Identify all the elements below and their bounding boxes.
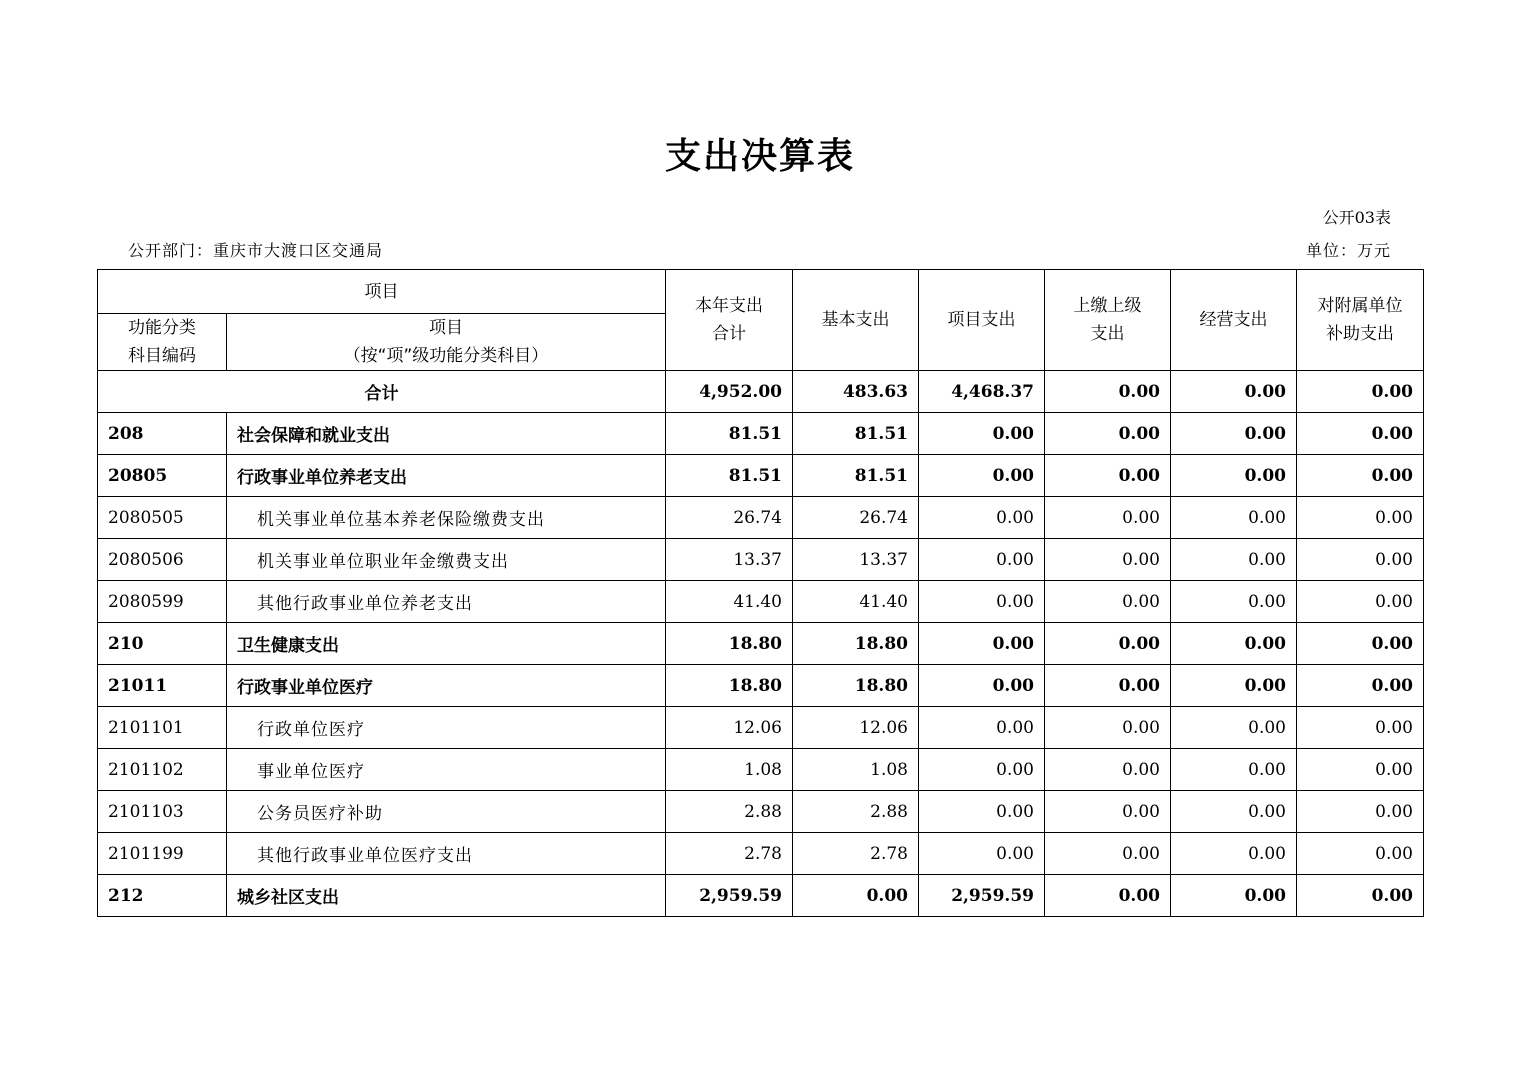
row-value-subsidiary: 0.00 [1297,497,1424,539]
table-row [98,707,1424,749]
row-name: 行政事业单位医疗 [227,665,666,707]
header-item-name-line1: 项目 [429,318,463,338]
total-value-project: 4,468.37 [919,371,1045,413]
table-row [98,455,1424,497]
total-value-upper: 0.00 [1045,371,1171,413]
row-value-subsidiary: 0.00 [1297,791,1424,833]
header-project-group: 项目 [98,270,666,314]
row-code: 2080505 [98,497,227,539]
row-value-project: 0.00 [919,539,1045,581]
row-name: 事业单位医疗 [227,749,666,791]
row-value-basic: 81.51 [793,413,919,455]
header-business: 经营支出 [1171,270,1297,371]
header-total [666,270,793,371]
row-value-basic: 2.88 [793,791,919,833]
row-code: 2101199 [98,833,227,875]
row-code: 2101101 [98,707,227,749]
row-value-total: 81.51 [666,413,793,455]
row-value-project: 2,959.59 [919,875,1045,917]
row-value-total: 41.40 [666,581,793,623]
page-title: 支出决算表 [664,136,855,177]
row-value-basic: 18.80 [793,623,919,665]
row-value-total: 26.74 [666,497,793,539]
row-value-total: 2.88 [666,791,793,833]
row-value-upper: 0.00 [1045,623,1171,665]
row-value-subsidiary: 0.00 [1297,539,1424,581]
row-value-upper: 0.00 [1045,791,1171,833]
row-value-upper: 0.00 [1045,497,1171,539]
row-value-business: 0.00 [1171,749,1297,791]
row-value-total: 12.06 [666,707,793,749]
row-value-basic: 12.06 [793,707,919,749]
row-value-business: 0.00 [1171,665,1297,707]
table-row [98,581,1424,623]
header-item-name [227,314,666,371]
row-value-basic: 81.51 [793,455,919,497]
row-value-upper: 0.00 [1045,539,1171,581]
table-row [98,749,1424,791]
row-value-upper: 0.00 [1045,581,1171,623]
header-upper-line2: 支出 [1090,324,1125,344]
row-value-total: 13.37 [666,539,793,581]
row-code: 212 [98,875,227,917]
row-value-upper: 0.00 [1045,749,1171,791]
header-subsidiary-line2: 补助支出 [1326,324,1394,344]
row-value-upper: 0.00 [1045,665,1171,707]
form-number: 公开03表 [1322,208,1391,227]
row-code: 210 [98,623,227,665]
header-subsidiary [1297,270,1424,371]
row-name: 城乡社区支出 [227,875,666,917]
row-value-business: 0.00 [1171,455,1297,497]
row-value-business: 0.00 [1171,623,1297,665]
row-name: 公务员医疗补助 [227,791,666,833]
row-value-basic: 2.78 [793,833,919,875]
row-name: 社会保障和就业支出 [227,413,666,455]
row-value-subsidiary: 0.00 [1297,707,1424,749]
row-value-business: 0.00 [1171,413,1297,455]
row-value-total: 18.80 [666,665,793,707]
header-func-code-line1: 功能分类 [128,318,196,338]
row-value-basic: 13.37 [793,539,919,581]
header-upper [1045,270,1171,371]
row-value-subsidiary: 0.00 [1297,455,1424,497]
row-value-total: 1.08 [666,749,793,791]
row-value-business: 0.00 [1171,497,1297,539]
row-name: 机关事业单位职业年金缴费支出 [227,539,666,581]
total-value-subsidiary: 0.00 [1297,371,1424,413]
row-value-project: 0.00 [919,623,1045,665]
header-project: 项目支出 [919,270,1045,371]
unit-label: 单位：万元 [1305,241,1391,260]
row-name: 卫生健康支出 [227,623,666,665]
row-name: 机关事业单位基本养老保险缴费支出 [227,497,666,539]
row-value-subsidiary: 0.00 [1297,581,1424,623]
row-value-total: 18.80 [666,623,793,665]
row-value-basic: 18.80 [793,665,919,707]
row-code: 2080599 [98,581,227,623]
row-code: 20805 [98,455,227,497]
department-label: 公开部门：重庆市大渡口区交通局 [128,241,384,260]
table-row [98,413,1424,455]
total-value-basic: 483.63 [793,371,919,413]
table-row [98,791,1424,833]
row-value-business: 0.00 [1171,833,1297,875]
row-value-business: 0.00 [1171,707,1297,749]
header-item-name-line2: （按“项”级功能分类科目） [343,346,549,366]
row-value-business: 0.00 [1171,539,1297,581]
header-subsidiary-line1: 对附属单位 [1317,296,1403,316]
row-value-subsidiary: 0.00 [1297,413,1424,455]
row-value-subsidiary: 0.00 [1297,833,1424,875]
header-upper-line1: 上缴上级 [1073,296,1142,316]
row-value-upper: 0.00 [1045,413,1171,455]
table-row [98,497,1424,539]
row-value-subsidiary: 0.00 [1297,623,1424,665]
header-basic: 基本支出 [793,270,919,371]
header-total-line2: 合计 [712,324,746,344]
row-value-total: 2.78 [666,833,793,875]
header-func-code-line2: 科目编码 [128,346,196,366]
row-value-upper: 0.00 [1045,455,1171,497]
table-row [98,665,1424,707]
row-value-project: 0.00 [919,791,1045,833]
table-row [98,623,1424,665]
total-value-business: 0.00 [1171,371,1297,413]
row-value-project: 0.00 [919,833,1045,875]
row-value-project: 0.00 [919,749,1045,791]
header-total-line1: 本年支出 [695,296,763,316]
row-code: 2101103 [98,791,227,833]
row-code: 2080506 [98,539,227,581]
row-value-upper: 0.00 [1045,875,1171,917]
row-value-project: 0.00 [919,581,1045,623]
row-value-total: 81.51 [666,455,793,497]
row-value-project: 0.00 [919,707,1045,749]
row-value-upper: 0.00 [1045,707,1171,749]
row-name: 其他行政事业单位医疗支出 [227,833,666,875]
row-value-subsidiary: 0.00 [1297,665,1424,707]
expenditure-table [97,269,1424,917]
row-value-project: 0.00 [919,497,1045,539]
row-value-total: 2,959.59 [666,875,793,917]
row-value-basic: 1.08 [793,749,919,791]
row-code: 21011 [98,665,227,707]
table-row [98,539,1424,581]
row-code: 2101102 [98,749,227,791]
row-value-business: 0.00 [1171,791,1297,833]
total-row [98,371,1424,413]
row-value-subsidiary: 0.00 [1297,875,1424,917]
row-name: 行政事业单位养老支出 [227,455,666,497]
table-row [98,833,1424,875]
row-value-basic: 0.00 [793,875,919,917]
row-value-project: 0.00 [919,665,1045,707]
total-label: 合计 [98,371,666,413]
header-func-code [98,314,227,371]
row-value-basic: 26.74 [793,497,919,539]
row-name: 行政单位医疗 [227,707,666,749]
total-value-total: 4,952.00 [666,371,793,413]
row-value-project: 0.00 [919,413,1045,455]
table-row [98,875,1424,917]
row-name: 其他行政事业单位养老支出 [227,581,666,623]
row-value-business: 0.00 [1171,581,1297,623]
row-value-subsidiary: 0.00 [1297,749,1424,791]
row-value-project: 0.00 [919,455,1045,497]
row-value-business: 0.00 [1171,875,1297,917]
row-code: 208 [98,413,227,455]
row-value-upper: 0.00 [1045,833,1171,875]
row-value-basic: 41.40 [793,581,919,623]
